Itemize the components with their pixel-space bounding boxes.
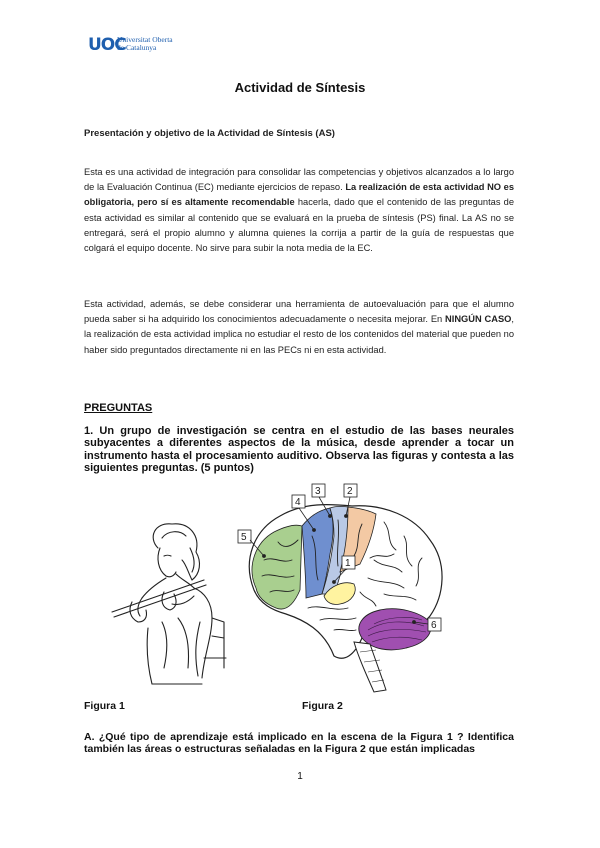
figure-1-caption: Figura 1 xyxy=(84,700,125,712)
brain-label-3: 3 xyxy=(315,486,321,497)
page-number: 1 xyxy=(297,771,303,782)
paragraph-selfeval xyxy=(84,297,514,358)
section-subtitle: Presentación y objetivo de la Actividad de Síntesis (AS) xyxy=(84,128,335,139)
logo-text xyxy=(117,36,173,52)
brain-label-1: 1 xyxy=(345,558,351,569)
figure-2-caption: Figura 2 xyxy=(302,700,343,712)
p2-text-bold: NINGÚN CASO xyxy=(445,314,512,325)
brain-label-6: 6 xyxy=(431,620,437,631)
paragraph-intro xyxy=(84,165,514,256)
logo-line-1: Universitat Oberta xyxy=(117,35,173,44)
brain-label-5: 5 xyxy=(241,532,247,543)
page-title: Actividad de Síntesis xyxy=(234,80,366,95)
figure-1-flute-player xyxy=(108,518,232,688)
uoc-logo xyxy=(88,33,178,57)
brain-label-2: 2 xyxy=(347,486,353,497)
p1-text-c: hacerla, dado que el contenido de las preguntas de esta actividad es similar al contenido que se evaluará en la prueba de síntesis (PS) final. La AS no se entregará, será el propio alumno y alumna quienes la corrija a partir de la guía de respuestas que colgará el equipo docente. No sirve para subir la nota media de la EC. xyxy=(84,197,514,254)
question-1a: A. ¿Qué tipo de aprendizaje está implicado en la escena de la Figura 1 ? Identifica también las áreas o estructuras señaladas en la Figura 2 que están implicadas xyxy=(84,731,514,756)
brainstem xyxy=(354,642,386,692)
section-heading: PREGUNTAS xyxy=(84,402,153,414)
question-1: 1. Un grupo de investigación se centra en el estudio de las bases neurales subyacentes a diferentes aspectos de la música, desde aprender a tocar un instrumento hasta el procesamiento auditivo. Observa las figuras y contesta a las siguientes preguntas. (5 puntos) xyxy=(84,425,514,475)
brain-label-4: 4 xyxy=(295,497,301,508)
logo-line-2: de Catalunya xyxy=(117,43,157,52)
p2-text-a: Esta actividad, además, se debe considerar una herramienta de autoevaluación para que el alumno pueda saber si ha adquirido los conocimientos adecuadamente o necesita mejorar. En xyxy=(84,299,514,325)
p2-text-c: , la realización de esta actividad implica no estudiar el resto de los contenidos del material que pueden no haber sido preguntados directamente ni en las PECs ni en esta actividad. xyxy=(84,314,514,355)
figure-2-brain xyxy=(234,480,470,700)
logo-mark: UOC xyxy=(88,35,126,55)
p1-text-bold: La realización de esta actividad NO es obligatoria, pero sí es altamente recomendable xyxy=(84,182,514,208)
p1-text-a: Esta es una actividad de integración para consolidar las competencias y objetivos alcanzados a lo largo de la Evaluación Continua (EC) mediante ejercicios de repaso. xyxy=(84,167,514,193)
